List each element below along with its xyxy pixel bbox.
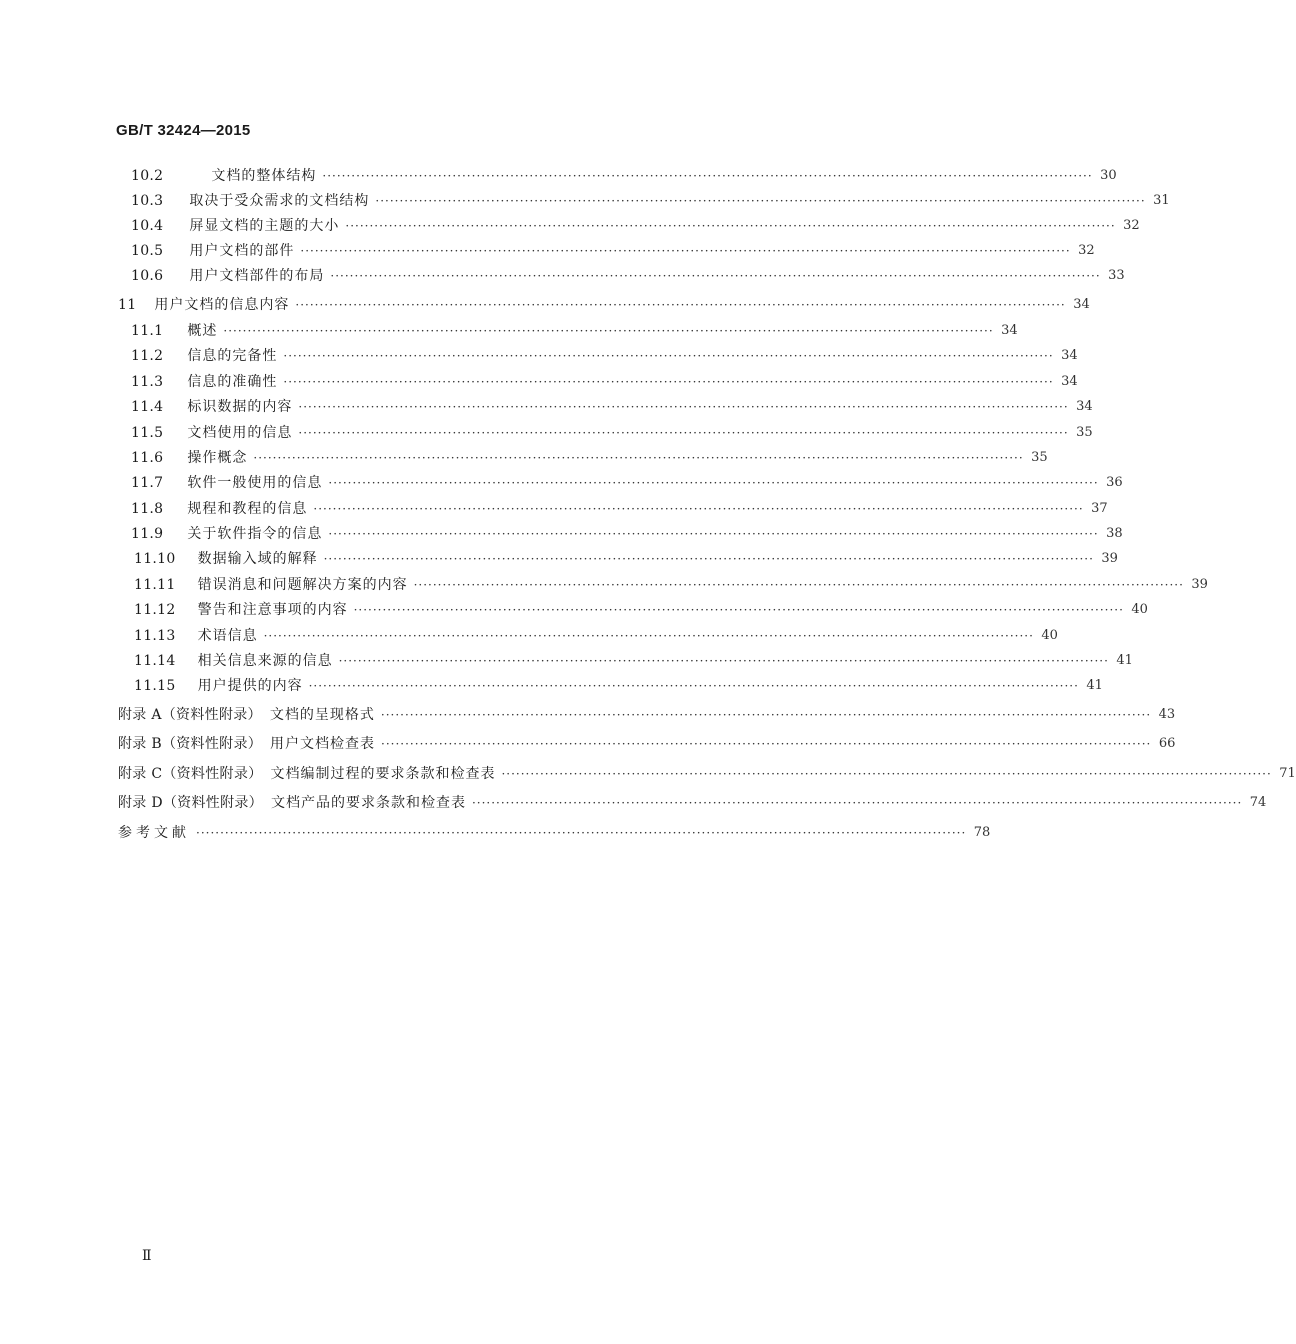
toc-leader-dots: ································································································································································ <box>313 502 1084 516</box>
toc-entry-page: 39 <box>1101 551 1118 566</box>
toc-leader-dots: ································································································································································ <box>413 578 1184 592</box>
toc-entry-page: 31 <box>1153 193 1170 208</box>
toc-entry-title: 规程和教程的信息 <box>187 501 308 517</box>
toc-entry[interactable] <box>131 470 1123 492</box>
toc-entry[interactable] <box>131 369 1078 391</box>
toc-entry-page: 35 <box>1031 450 1048 465</box>
toc-entry-page: 36 <box>1106 475 1123 490</box>
toc-entry-title: 相关信息来源的信息 <box>197 653 333 669</box>
toc-entry-number: 11.15 <box>134 678 176 694</box>
toc-leader-dots: ································································································································································ <box>380 708 1152 722</box>
toc-entry[interactable] <box>118 820 991 842</box>
toc-entry[interactable] <box>134 546 1118 568</box>
toc-leader-dots: ································································································································································ <box>330 269 1101 283</box>
toc-entry[interactable] <box>118 702 1176 724</box>
toc-entry-page: 38 <box>1106 526 1123 541</box>
toc-entry[interactable] <box>131 343 1078 365</box>
toc-leader-dots: ································································································································································ <box>328 527 1099 541</box>
toc-entry[interactable] <box>131 496 1108 518</box>
toc-entry-title: 警告和注意事项的内容 <box>197 602 348 618</box>
toc-entry-title: 术语信息 <box>197 628 258 644</box>
toc-entry-page: 32 <box>1078 243 1095 258</box>
toc-leader-dots: ································································································································································ <box>300 244 1071 258</box>
toc-entry-number: 10.6 <box>131 268 164 284</box>
toc-entry-title: 信息的完备性 <box>187 348 278 364</box>
toc-entry-page: 30 <box>1100 168 1117 183</box>
toc-leader-dots: ································································································································································ <box>381 737 1152 751</box>
toc-entry[interactable] <box>131 394 1093 416</box>
toc-entry-number: 11.4 <box>131 399 164 415</box>
toc-leader-dots: ································································································································································ <box>283 375 1054 389</box>
toc-entry-page: 66 <box>1158 736 1176 751</box>
toc-entry-title: 用户文档部件的布局 <box>189 268 325 284</box>
toc-entry-number: 11.10 <box>134 551 176 567</box>
toc-leader-dots: ································································································································································ <box>338 654 1109 668</box>
toc-entry-page: 40 <box>1041 628 1058 643</box>
toc-entry[interactable] <box>131 188 1170 210</box>
toc-entry-title: 文档编制过程的要求条款和检查表 <box>270 766 496 782</box>
toc-entry-title: 操作概念 <box>187 450 248 466</box>
toc-entry[interactable] <box>131 263 1125 285</box>
toc-entry-page: 41 <box>1116 653 1133 668</box>
toc-entry-title: 文档的整体结构 <box>211 168 317 184</box>
toc-entry-number: 11.2 <box>131 348 164 364</box>
toc-entry-number: 11.11 <box>134 577 176 593</box>
toc-entry-title: 信息的准确性 <box>187 374 278 390</box>
toc-entry-title: 标识数据的内容 <box>187 399 293 415</box>
toc-entry-page: 43 <box>1158 707 1176 722</box>
toc-entry[interactable] <box>118 731 1176 753</box>
toc-entry-number: 11.6 <box>131 450 164 466</box>
toc-entry-title: 参考文献 <box>118 825 190 841</box>
toc-entry-page: 41 <box>1086 678 1103 693</box>
standard-code: GB/T 32424—2015 <box>116 122 251 139</box>
toc-entry-number: 11.12 <box>134 602 176 618</box>
toc-entry-number: 11.14 <box>134 653 176 669</box>
toc-entry-title: 用户文档的信息内容 <box>154 297 290 313</box>
toc-entry[interactable] <box>131 163 1117 185</box>
toc-entry[interactable] <box>131 420 1093 442</box>
toc-entry-title: 错误消息和问题解决方案的内容 <box>197 577 408 593</box>
toc-entry-page: 71 <box>1279 766 1296 781</box>
toc-entry-number: 11.5 <box>131 425 164 441</box>
toc-leader-dots: ································································································································································ <box>308 679 1079 693</box>
toc-entry-page: 35 <box>1076 425 1093 440</box>
toc-entry-number: 10.4 <box>131 218 164 234</box>
toc-entry-number: 10.3 <box>131 193 164 209</box>
toc-entry-number: 11.3 <box>131 374 164 390</box>
toc-entry-number: 附录 A（资料性附录） <box>118 707 262 723</box>
toc-entry[interactable] <box>131 213 1140 235</box>
toc-entry-title: 用户文档检查表 <box>270 736 376 752</box>
toc-entry-page: 34 <box>1061 374 1078 389</box>
toc-entry[interactable] <box>134 648 1133 670</box>
toc-entry-title: 数据输入域的解释 <box>197 551 318 567</box>
toc-entry-number: 11.7 <box>131 475 164 491</box>
toc-entry[interactable] <box>118 292 1090 314</box>
toc-leader-dots: ································································································································································ <box>328 476 1099 490</box>
toc-leader-dots: ································································································································································ <box>323 552 1094 566</box>
toc-entry[interactable] <box>118 790 1267 812</box>
toc-entry-number: 11.1 <box>131 323 164 339</box>
toc-leader-dots: ································································································································································ <box>295 298 1066 312</box>
toc-entry[interactable] <box>118 761 1296 783</box>
toc-entry-number: 11.8 <box>131 501 164 517</box>
toc-entry-title: 软件一般使用的信息 <box>187 475 323 491</box>
toc-entry[interactable] <box>134 673 1103 695</box>
toc-entry[interactable] <box>134 572 1208 594</box>
toc-leader-dots: ································································································································································ <box>375 194 1146 208</box>
toc-entry-title: 文档产品的要求条款和检查表 <box>270 795 466 811</box>
toc-entry-page: 34 <box>1061 348 1078 363</box>
toc-entry-title: 取决于受众需求的文档结构 <box>189 193 370 209</box>
toc-entry-page: 33 <box>1108 268 1125 283</box>
toc-entry-title: 概述 <box>187 323 218 339</box>
toc-entry-number: 10.2 <box>131 168 164 184</box>
toc-leader-dots: ································································································································································ <box>298 426 1069 440</box>
toc-leader-dots: ································································································································································ <box>196 826 967 840</box>
toc-entry-title: 用户文档的部件 <box>189 243 295 259</box>
toc-entry-number: 11.13 <box>134 628 176 644</box>
toc-entry[interactable] <box>134 623 1058 645</box>
toc-entry-number: 11.9 <box>131 526 164 542</box>
toc-entry-number: 附录 D（资料性附录） <box>118 795 263 811</box>
toc-entry-page: 74 <box>1249 795 1267 810</box>
toc-entry-page: 39 <box>1191 577 1208 592</box>
toc-entry[interactable] <box>131 318 1018 340</box>
toc-entry-page: 78 <box>973 825 991 840</box>
toc-leader-dots: ································································································································································ <box>501 767 1272 781</box>
toc-leader-dots: ································································································································································ <box>298 400 1069 414</box>
toc-leader-dots: ································································································································································ <box>471 796 1243 810</box>
toc-entry-page: 34 <box>1076 399 1093 414</box>
toc-entry-page: 34 <box>1001 323 1018 338</box>
toc-leader-dots: ································································································································································ <box>263 629 1034 643</box>
toc-entry[interactable] <box>131 238 1095 260</box>
toc-entry-number: 附录 C（资料性附录） <box>118 766 263 782</box>
toc-entry-page: 32 <box>1123 218 1140 233</box>
toc-entry-page: 34 <box>1073 297 1090 312</box>
toc-entry[interactable] <box>131 445 1048 467</box>
toc-entry-title: 文档使用的信息 <box>187 425 293 441</box>
toc-entry-title: 文档的呈现格式 <box>269 707 375 723</box>
toc-entry-number: 附录 B（资料性附录） <box>118 736 263 752</box>
toc-leader-dots: ································································································································································ <box>345 219 1116 233</box>
toc-entry[interactable] <box>131 521 1123 543</box>
toc-entry[interactable] <box>134 597 1148 619</box>
toc-leader-dots: ································································································································································ <box>223 324 994 338</box>
page-number: Ⅱ <box>142 1248 152 1264</box>
toc-entry-number: 10.5 <box>131 243 164 259</box>
toc-entry-title: 屏显文档的主题的大小 <box>189 218 340 234</box>
toc-leader-dots: ································································································································································ <box>283 349 1054 363</box>
toc-entry-page: 37 <box>1091 501 1108 516</box>
toc-entry-number: 11 <box>118 297 137 313</box>
toc-leader-dots: ································································································································································ <box>353 603 1124 617</box>
toc-entry-title: 用户提供的内容 <box>197 678 303 694</box>
toc-entry-title: 关于软件指令的信息 <box>187 526 323 542</box>
toc-leader-dots: ································································································································································ <box>322 169 1093 183</box>
toc-leader-dots: ································································································································································ <box>253 451 1024 465</box>
toc-entry-page: 40 <box>1131 602 1148 617</box>
